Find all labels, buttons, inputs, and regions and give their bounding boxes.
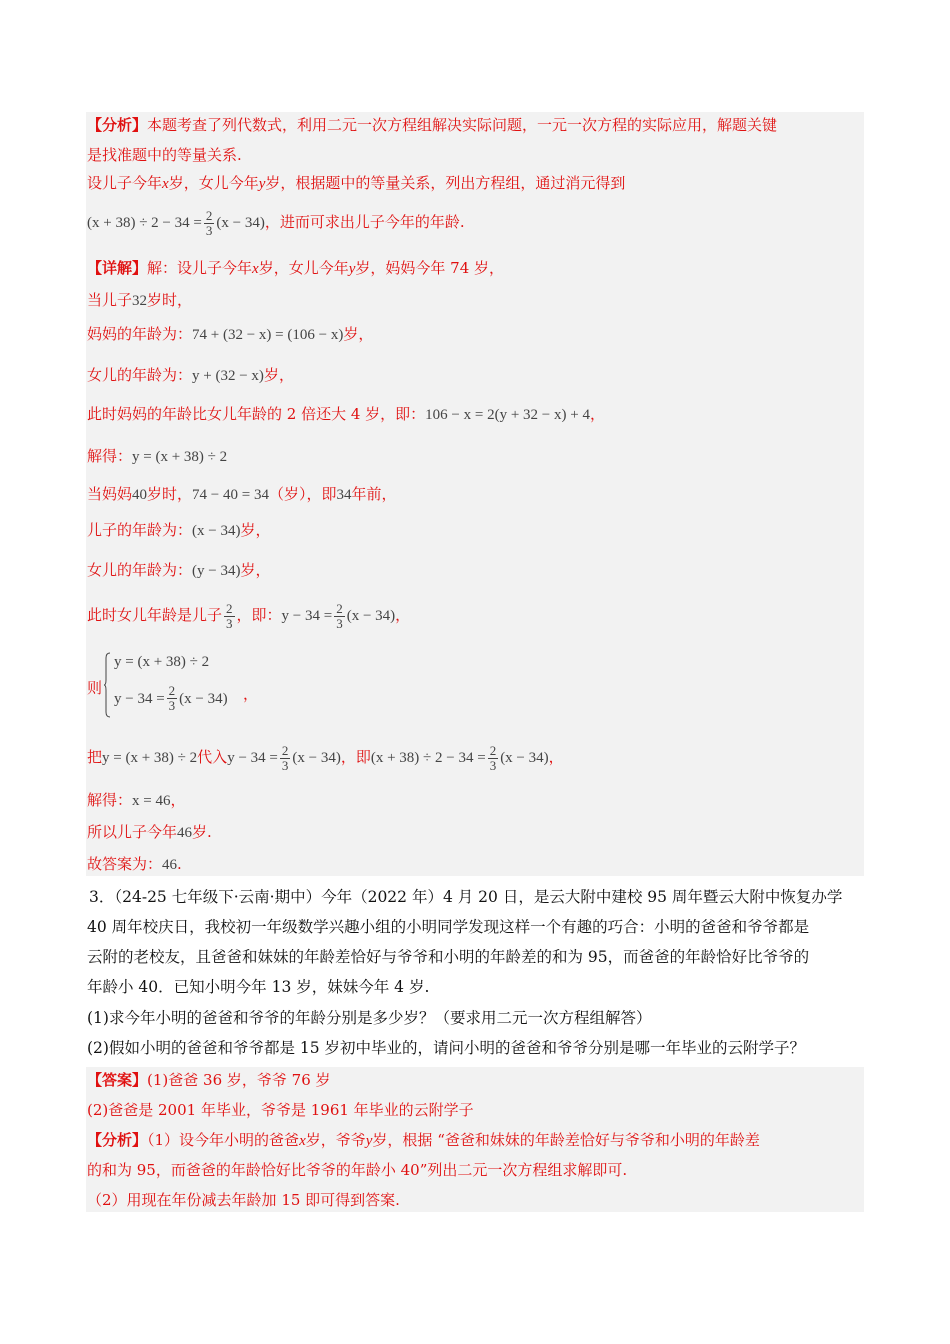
analysis3-tag: 【分析】: [87, 1131, 148, 1149]
detail-line-12: 把y = (x + 38) ÷ 2代入y − 34 = $\frac{2}{3}$ (x − 34)，即(x + 38) ÷ 2 − 34 = $\frac{2}{3}$ (x − 34)，: [87, 742, 564, 773]
fraction-two-thirds: $\frac{2}{3}$: [336, 600, 343, 631]
detail-line-7: 当妈妈40岁时，74 − 40 = 34（岁），即34年前，: [87, 485, 397, 503]
detail-line-3: 妈妈的年龄为：74 + (32 − x) = (106 − x)岁，: [87, 325, 374, 343]
equation: (x − 34): [192, 523, 241, 539]
system-equation-2: y − 34 = $\frac{2}{3}$ (x − 34): [114, 683, 228, 713]
analysis-line-2: 是找准题中的等量关系.: [87, 146, 242, 164]
detail-line-1: 【详解】解：设儿子今年x岁，女儿今年y岁，妈妈今年 74 岁，: [87, 259, 505, 277]
question3-line-1: 3．（24-25 七年级下·云南·期中）今年（2022 年）4 月 20 日，是云大附中建校 95 周年暨云大附中恢复办学: [89, 888, 843, 906]
answer-tag: 【答案】: [87, 1071, 148, 1089]
detail-line-15: 故答案为：46.: [87, 855, 182, 873]
question3-line-3: 云附的老校友，且爸爸和妹妹的年龄差恰好与爷爷和小明的年龄差的和为 95，而爸爸的年龄恰好比爷爷的: [87, 948, 810, 966]
detail-line-8: 儿子的年龄为：(x − 34)岁，: [87, 521, 271, 539]
detail-line-9: 女儿的年龄为：(y − 34)岁，: [87, 561, 271, 579]
analysis-line-3: 设儿子今年x岁，女儿今年y岁，根据题中的等量关系，列出方程组，通过消元得到: [87, 174, 626, 192]
fraction-two-thirds: $\frac{2}{3}$: [168, 683, 176, 713]
brace-icon: [104, 652, 111, 718]
question3-part-2: (2)假如小明的爸爸和爷爷都是 15 岁初中毕业的，请问小明的爸爸和爷爷分别是哪一年毕业的云附学子？: [87, 1039, 806, 1057]
detail-line-4: 女儿的年龄为：y + (32 − x)岁，: [87, 366, 294, 384]
question3-line-2: 40 周年校庆日，我校初一年级数学兴趣小组的小明同学发现这样一个有趣的巧合：小明的爸爸和爷爷都是: [87, 918, 810, 936]
detail-tag: 【详解】: [87, 259, 148, 277]
system-equation-1: y = (x + 38) ÷ 2: [114, 654, 210, 670]
analysis-line-1: 【分析】本题考查了列代数式，利用二元一次方程组解决实际问题，一元一次方程的实际应用，解题关键: [87, 116, 778, 134]
equation: x = 46: [132, 793, 171, 809]
question3-line-4: 年龄小 40．已知小明今年 13 岁，妹妹今年 4 岁.: [87, 978, 430, 996]
equation: (y − 34): [192, 563, 241, 579]
equation: y = (x + 38) ÷ 2: [132, 449, 228, 465]
detail-line-10: 此时女儿年龄是儿子 $\frac{2}{3}$ ，即：y − 34 = $\frac{2}{3}$ (x − 34)，: [87, 600, 411, 631]
equation: y = (x + 38) ÷ 2: [102, 750, 198, 766]
detail-line-2: 当儿子32岁时，: [87, 291, 193, 309]
analysis3-line-3: （2）用现在年份减去年龄加 15 即可得到答案.: [87, 1191, 400, 1209]
answer-line-1: 【答案】(1)爸爸 36 岁，爷爷 76 岁: [87, 1071, 331, 1089]
equation: y − 34 =: [227, 750, 278, 766]
analysis3-line-1: 【分析】（1）设今年小明的爸爸x岁，爷爷y岁，根据 “爸爸和妹妹的年龄差恰好与爷爷和小明的年龄差: [87, 1131, 760, 1149]
fraction-two-thirds: $\frac{2}{3}$: [226, 600, 233, 631]
equation: 74 + (32 − x) = (106 − x): [192, 327, 344, 343]
fraction-two-thirds: $\frac{2}{3}$: [489, 742, 497, 773]
equation-system: [104, 650, 264, 722]
detail-line-5: 此时妈妈的年龄比女儿年龄的 2 倍还大 4 岁，即：106 − x = 2(y + 32 − x) + 4，: [87, 405, 605, 423]
answer-line-2: (2)爸爸是 2001 年毕业，爷爷是 1961 年毕业的云附学子: [87, 1101, 474, 1119]
analysis-line-4: (x + 38) ÷ 2 − 34 = $\frac{2}{3}$ (x − 34)，进而可求出儿子今年的年龄.: [87, 207, 465, 238]
detail-line-6: 解得：y = (x + 38) ÷ 2: [87, 447, 228, 465]
question3-part-1: (1)求今年小明的爸爸和爷爷的年龄分别是多少岁？（要求用二元一次方程组解答）: [87, 1009, 652, 1027]
detail-line-11-suffix: ，: [243, 685, 259, 703]
fraction-two-thirds: $\frac{2}{3}$: [205, 207, 213, 238]
equation: (x + 38) ÷ 2 − 34 =: [87, 215, 202, 231]
equation: 106 − x = 2(y + 32 − x) + 4: [425, 407, 590, 423]
analysis3-line-2: 的和为 95，而爸爸的年龄恰好比爷爷的年龄小 40”列出二元一次方程组求解即可.: [87, 1161, 628, 1179]
detail-line-13: 解得：x = 46，: [87, 791, 186, 809]
equation: y − 34 =: [281, 608, 333, 624]
detail-line-14: 所以儿子今年46岁.: [87, 823, 212, 841]
equation: (x + 38) ÷ 2 − 34 =: [370, 750, 486, 766]
equation: 74 − 40 = 34: [192, 487, 269, 503]
detail-line-11-prefix: 则: [87, 679, 103, 697]
analysis-tag: 【分析】: [87, 116, 148, 134]
fraction-two-thirds: $\frac{2}{3}$: [281, 742, 289, 773]
equation: y + (32 − x): [192, 368, 264, 384]
